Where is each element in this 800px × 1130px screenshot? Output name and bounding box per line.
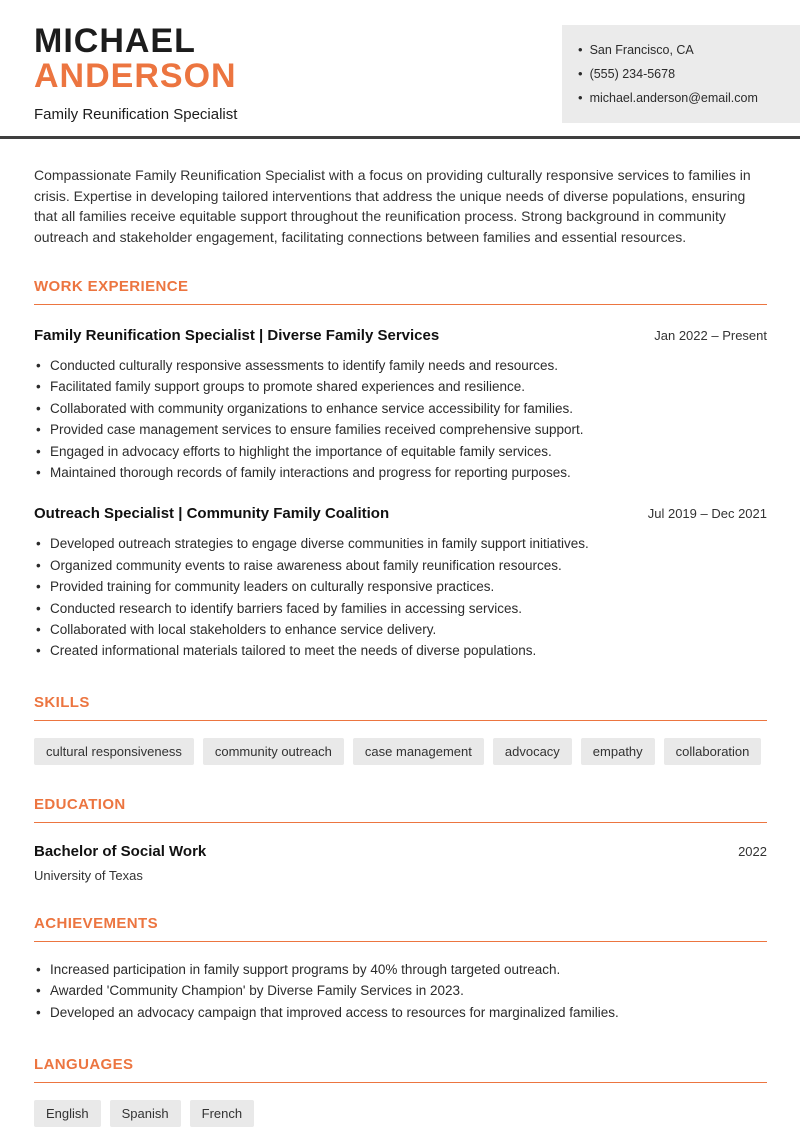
bullet-glyph: • — [578, 42, 583, 57]
job-bullet-list — [34, 533, 767, 661]
section-achievements — [34, 915, 767, 1023]
contact-item-text: michael.anderson@email.com — [589, 91, 758, 105]
last-name: ANDERSON — [34, 56, 237, 95]
resume-body — [0, 165, 800, 1127]
job-dates: Jul 2019 – Dec 2021 — [647, 506, 767, 522]
resume-header — [0, 0, 800, 138]
job-bullet: • Developed outreach strategies to engage diverse communities in family support initiatives. — [34, 533, 767, 554]
skills-tag-row — [34, 738, 767, 765]
contact-item — [578, 38, 782, 62]
achievement-bullet: • Developed an advocacy campaign that improved access to resources for marginalized families. — [34, 1002, 767, 1023]
job-bullet: • Collaborated with local stakeholders to enhance service delivery. — [34, 619, 767, 640]
job-bullet: • Maintained thorough records of family interactions and progress for reporting purposes. — [34, 462, 767, 483]
achievement-bullet: • Increased participation in family support programs by 40% through targeted outreach. — [34, 959, 767, 980]
job-bullet: • Organized community events to raise awareness about family reunification resources. — [34, 555, 767, 576]
job-header — [34, 505, 767, 522]
job-bullet: • Provided training for community leaders on culturally responsive practices. — [34, 576, 767, 597]
achievements-heading: ACHIEVEMENTS — [34, 915, 767, 942]
job-title: Family Reunification Specialist | Diverse Family Services — [34, 327, 440, 344]
job-header — [34, 327, 767, 344]
bullet-glyph: • — [578, 90, 583, 105]
jobs-container — [34, 327, 767, 662]
job-bullet: • Created informational materials tailored to meet the needs of diverse populations. — [34, 640, 767, 661]
job-bullet: • Conducted culturally responsive assessments to identify family needs and resources. — [34, 355, 767, 376]
job-bullet-list — [34, 355, 767, 483]
header-divider — [0, 136, 800, 139]
job-bullet: • Engaged in advocacy efforts to highlight the importance of equitable family services. — [34, 441, 767, 462]
job-bullet: • Facilitated family support groups to promote shared experiences and resilience. — [34, 376, 767, 397]
job-bullet: • Conducted research to identify barriers faced by families in accessing services. — [34, 598, 767, 619]
job-bullet: • Provided case management services to ensure families received comprehensive support. — [34, 419, 767, 440]
education-school: University of Texas — [34, 867, 143, 883]
skill-tag: empathy — [581, 738, 655, 765]
contact-box — [562, 25, 800, 123]
work-experience-heading: WORK EXPERIENCE — [34, 278, 767, 305]
skill-tag: cultural responsiveness — [34, 738, 194, 765]
language-tag: English — [34, 1100, 101, 1127]
contact-item — [578, 62, 782, 86]
job-entry — [34, 327, 767, 483]
contact-item-text: (555) 234-5678 — [589, 67, 676, 81]
job-title: Outreach Specialist | Community Family Coalition — [34, 505, 390, 523]
achievement-bullet: • Awarded 'Community Champion' by Diverse Family Services in 2023. — [34, 980, 767, 1001]
education-heading: EDUCATION — [34, 796, 767, 823]
languages-tag-row — [34, 1100, 767, 1127]
section-languages — [34, 1056, 767, 1127]
achievements-list — [34, 959, 767, 1023]
education-row — [34, 843, 767, 860]
skill-tag: advocacy — [493, 738, 572, 765]
header-job-title: Family Reunification Specialist — [34, 106, 238, 124]
summary-paragraph: Compassionate Family Reunification Specialist with a focus on providing culturally responsive services to families in crisis. Expertise in developing tailored interventions that address the unique needs of diverse populations, ensuring that all families receive equitable support throughout the reunification process. Strong background in community outreach and stakeholder engagement, facilitating connections between families and essential resources. — [34, 167, 751, 245]
skill-tag: community outreach — [203, 738, 344, 765]
skill-tag: collaboration — [664, 738, 762, 765]
job-entry — [34, 505, 767, 661]
section-skills — [34, 694, 767, 765]
job-bullet: • Collaborated with community organizations to enhance service accessibility for families. — [34, 398, 767, 419]
skill-tag: case management — [353, 738, 484, 765]
education-degree: Bachelor of Social Work — [34, 842, 207, 860]
education-year: 2022 — [738, 843, 767, 859]
contact-item — [578, 86, 782, 110]
contact-item-text: San Francisco, CA — [589, 43, 694, 57]
language-tag: Spanish — [110, 1100, 181, 1127]
contact-list — [578, 38, 782, 110]
bullet-glyph: • — [578, 66, 583, 81]
skills-heading: SKILLS — [34, 694, 767, 721]
language-tag: French — [190, 1100, 254, 1127]
section-education — [34, 796, 767, 883]
job-dates: Jan 2022 – Present — [654, 328, 767, 343]
section-work-experience — [34, 278, 767, 662]
first-name: MICHAEL — [34, 22, 196, 60]
languages-heading: LANGUAGES — [34, 1056, 767, 1083]
